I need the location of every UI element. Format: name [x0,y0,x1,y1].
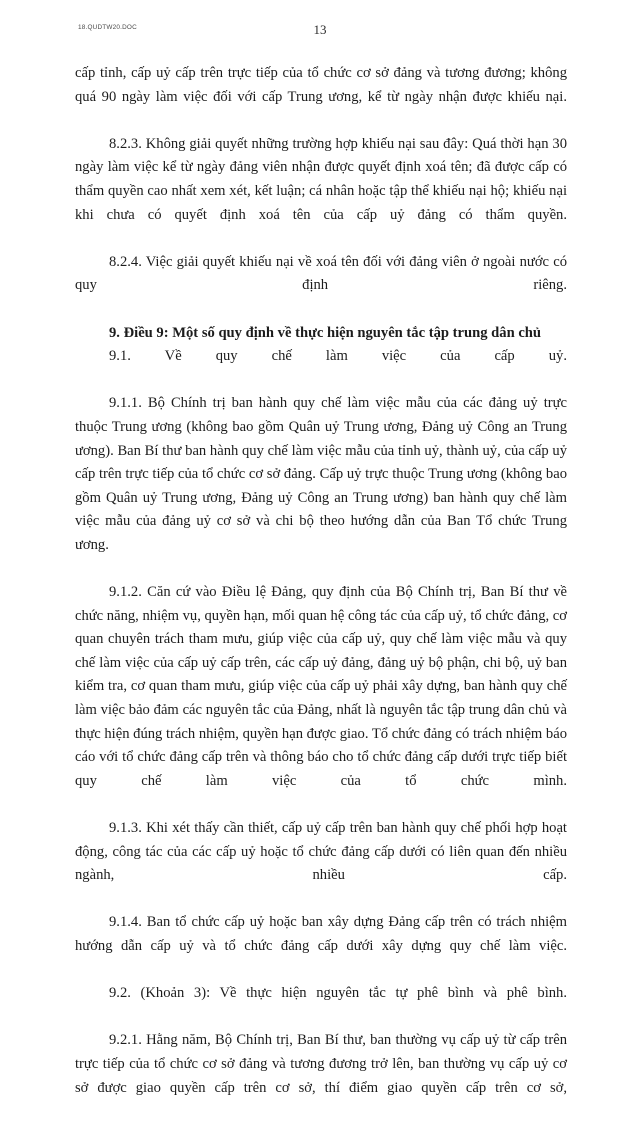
page-header [0,22,640,44]
para-8-2-4: 8.2.4. Việc giải quyết khiếu nại về xoá tên đối với đảng viên ở ngoài nước có quy định riêng. [75,253,567,294]
para-continued: cấp tỉnh, cấp uỷ cấp trên trực tiếp của tổ chức cơ sở đảng và tương đương; không quá 90 ngày làm việc đối với cấp Trung ương, kể từ ngày nhận được khiếu nại. [75,65,567,105]
document-body [75,62,567,1124]
para-8-2-3: 8.2.3. Không giải quyết những trường hợp khiếu nại sau đây: Quá thời hạn 30 ngày làm việc kể từ ngày đảng viên nhận được quyết định xoá tên; đã được cấp có thẩm quyền cao nhất xem xét, kết luận; cá nhân hoặc tập thể khiếu nại hộ; khiếu nại khi chưa có quyết định xoá tên của cấp uỷ đảng có thẩm quyền. [75,135,567,223]
header-document-name: 18.QUDTW20.DOC [78,24,137,31]
page-number: 13 [313,22,327,37]
heading-dieu-9: 9. Điều 9: Một số quy định về thực hiện nguyên tắc tập trung dân chủ [109,324,542,341]
para-9-1-4: 9.1.4. Ban tổ chức cấp uỷ hoặc ban xây dựng Đảng cấp trên có trách nhiệm hướng dẫn cấp uỷ và tổ chức đảng cấp dưới xây dựng quy chế làm việc. [75,914,567,954]
para-9-1-2: 9.1.2. Căn cứ vào Điều lệ Đảng, quy định của Bộ Chính trị, Ban Bí thư về chức năng, nhiệm vụ, quyền hạn, mối quan hệ công tác của cấp uỷ, tổ chức đảng, cơ quan chuyên trách tham mưu, giúp việc của cấp uỷ, quy chế làm việc mẫu và quy chế làm việc của cấp uỷ cấp trên, các cấp uỷ đảng, đảng uỷ bộ phận, chi bộ, uỷ ban kiểm tra, cơ quan tham mưu, giúp việc của cấp uỷ phải xây dựng, ban hành quy chế làm việc bảo đảm các nguyên tắc của Đảng, nhất là nguyên tắc tập trung dân chủ và thực hiện đúng trách nhiệm, quyền hạn được giao. Tổ chức đảng có trách nhiệm báo cáo với tổ chức đảng cấp trên và thông báo cho tổ chức đảng cấp dưới trực tiếp biết quy chế làm việc của tổ chức mình. [75,584,567,789]
para-9-1: 9.1. Về quy chế làm việc của cấp uỷ. [109,348,567,365]
para-9-1-1: 9.1.1. Bộ Chính trị ban hành quy chế làm việc mẫu của các đảng uỷ trực thuộc Trung ương (không bao gồm Quân uỷ Trung ương, Đảng uỷ Công an Trung ương). Ban Bí thư ban hành quy chế làm việc mẫu của tỉnh uỷ, thành uỷ, của cấp uỷ cấp trên trực tiếp của tổ chức cơ sở đảng. Cấp uỷ trực thuộc Trung ương (không bao gồm Quân uỷ Trung ương, Đảng uỷ Công an Trung ương) ban hành quy chế làm việc mẫu của đảng uỷ cơ sở và chi bộ theo hướng dẫn của Ban Tổ chức Trung ương. [75,395,567,553]
para-9-1-3: 9.1.3. Khi xét thấy cần thiết, cấp uỷ cấp trên ban hành quy chế phối hợp hoạt động, công tác của các cấp uỷ hoặc tổ chức đảng cấp dưới có liên quan đến nhiều ngành, nhiều cấp. [75,820,567,884]
para-9-2-1: 9.2.1. Hằng năm, Bộ Chính trị, Ban Bí thư, ban thường vụ cấp uỷ từ cấp trên trực tiếp của tổ chức cơ sở đảng và tương đương trở lên, ban thường vụ cấp uỷ cơ sở được giao quyền cấp trên cơ sở, thí điểm giao quyền cấp trên cơ sở, [75,1032,567,1096]
para-9-2: 9.2. (Khoản 3): Về thực hiện nguyên tắc tự phê bình và phê bình. [109,985,567,1002]
